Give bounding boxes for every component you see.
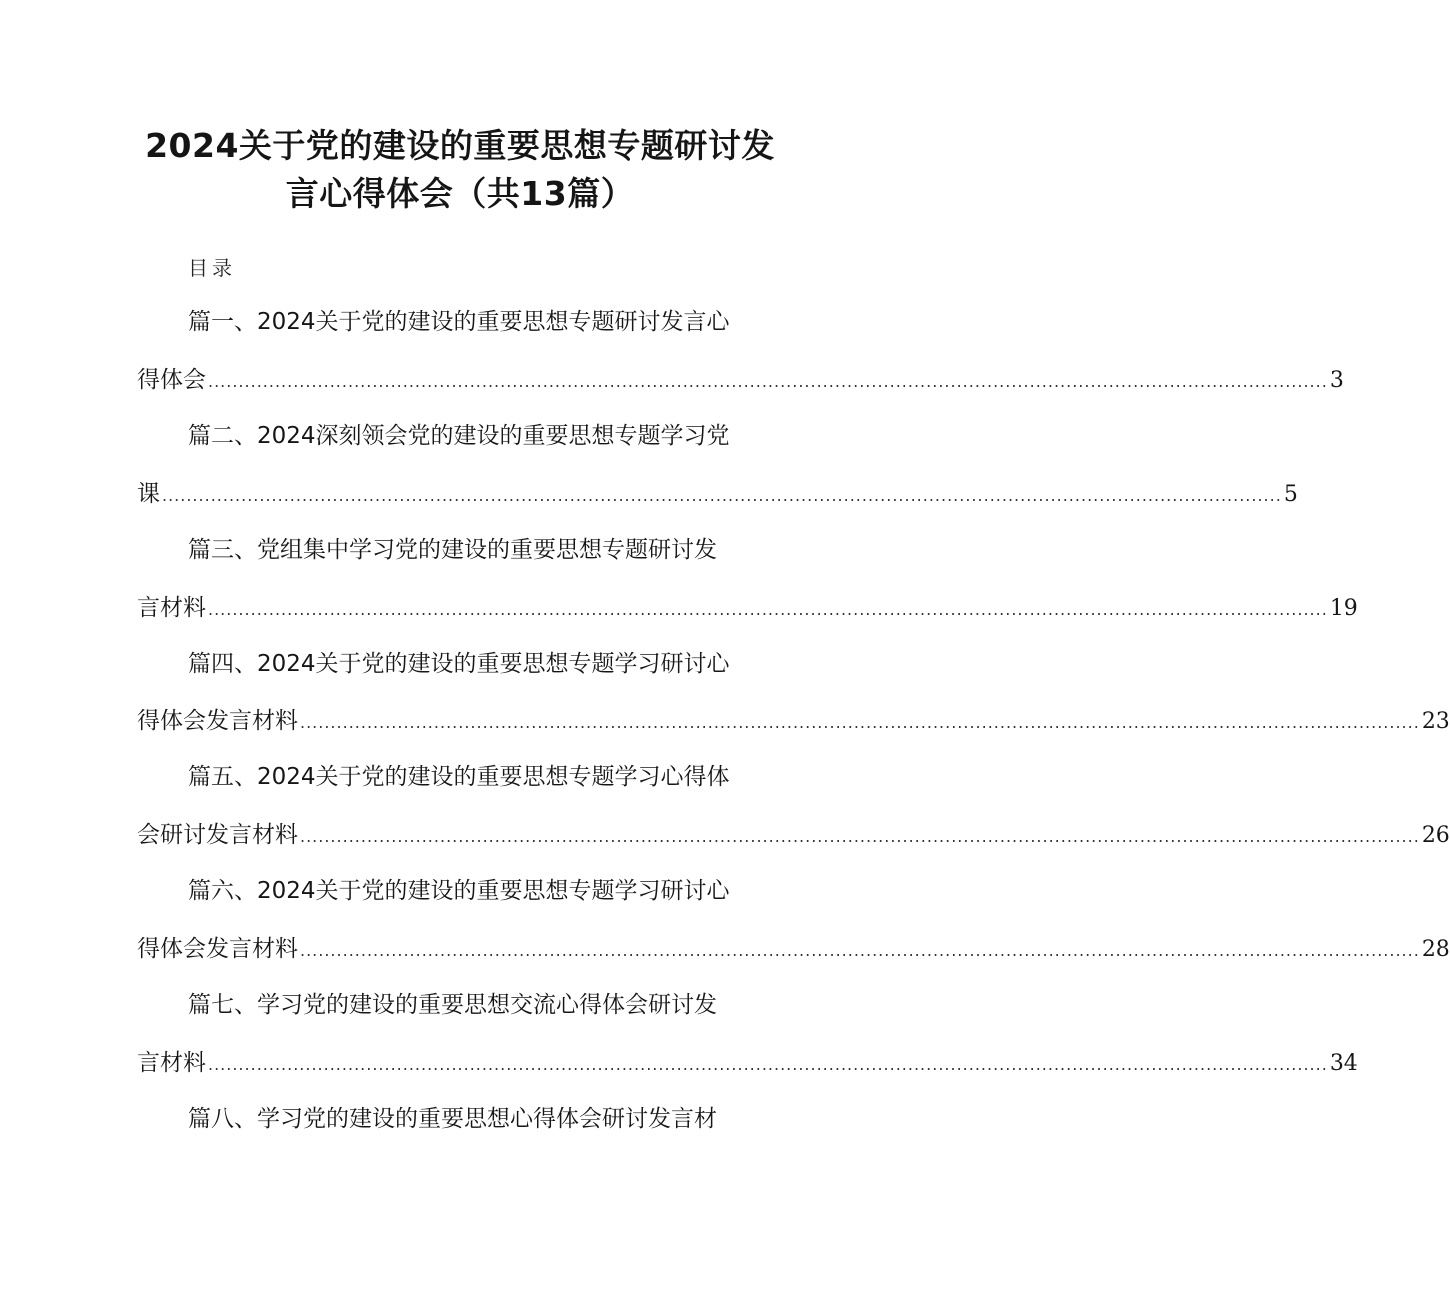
toc-entry-2-line-1[interactable]: 篇二、2024深刻领会党的建设的重要思想专题学习党 [188, 423, 730, 449]
toc-leader-dots: ........................................................................................................................................................................................ [208, 1055, 1328, 1074]
toc-entry-3-text: 言材料 [137, 595, 206, 621]
toc-entry-5-text: 会研讨发言材料 [137, 822, 298, 848]
toc-entry-3-page: 19 [1329, 596, 1358, 621]
toc-entry-7-line-2[interactable] [137, 1048, 1358, 1078]
toc-entry-8-line-1[interactable]: 篇八、学习党的建设的重要思想心得体会研讨发言材 [188, 1106, 717, 1132]
toc-entry-1-line-2[interactable] [137, 365, 1344, 395]
toc-leader-dots: ........................................................................................................................................................................................ [300, 827, 1420, 846]
toc-leader-dots: ........................................................................................................................................................................................ [162, 486, 1282, 505]
toc-entry-2-text: 课 [137, 481, 160, 507]
toc-entry-4-line-2[interactable] [137, 706, 1450, 736]
toc-leader-dots: ........................................................................................................................................................................................ [300, 713, 1420, 732]
toc-entry-2-page: 5 [1283, 482, 1298, 507]
toc-heading: 目录 [188, 256, 236, 280]
toc-entry-6-page: 28 [1421, 937, 1450, 962]
toc-entry-6-line-1[interactable]: 篇六、2024关于党的建设的重要思想专题学习研讨心 [188, 878, 730, 904]
toc-entry-1-line-1[interactable]: 篇一、2024关于党的建设的重要思想专题研讨发言心 [188, 309, 730, 335]
toc-leader-dots: ........................................................................................................................................................................................ [208, 600, 1328, 619]
document-title-line-1: 2024关于党的建设的重要思想专题研讨发 [145, 126, 775, 165]
toc-entry-5-page: 26 [1421, 823, 1450, 848]
toc-entry-4-text: 得体会发言材料 [137, 708, 298, 734]
toc-entry-1-text: 得体会 [137, 367, 206, 393]
toc-entry-7-page: 34 [1329, 1051, 1358, 1076]
toc-entry-4-page: 23 [1421, 709, 1450, 734]
toc-entry-7-text: 言材料 [137, 1050, 206, 1076]
toc-entry-4-line-1[interactable]: 篇四、2024关于党的建设的重要思想专题学习研讨心 [188, 651, 730, 677]
toc-entry-2-line-2[interactable] [137, 479, 1298, 509]
toc-entry-1-page: 3 [1329, 368, 1344, 393]
toc-leader-dots: ........................................................................................................................................................................................ [208, 372, 1328, 391]
toc-entry-3-line-1[interactable]: 篇三、党组集中学习党的建设的重要思想专题研讨发 [188, 537, 717, 563]
toc-entry-5-line-2[interactable] [137, 820, 1450, 850]
toc-entry-7-line-1[interactable]: 篇七、学习党的建设的重要思想交流心得体会研讨发 [188, 992, 717, 1018]
document-title-line-2: 言心得体会（共13篇） [285, 174, 635, 213]
toc-entry-3-line-2[interactable] [137, 593, 1358, 623]
toc-leader-dots: ........................................................................................................................................................................................ [300, 941, 1420, 960]
toc-entry-6-text: 得体会发言材料 [137, 936, 298, 962]
toc-entry-5-line-1[interactable]: 篇五、2024关于党的建设的重要思想专题学习心得体 [188, 764, 730, 790]
toc-entry-6-line-2[interactable] [137, 934, 1450, 964]
